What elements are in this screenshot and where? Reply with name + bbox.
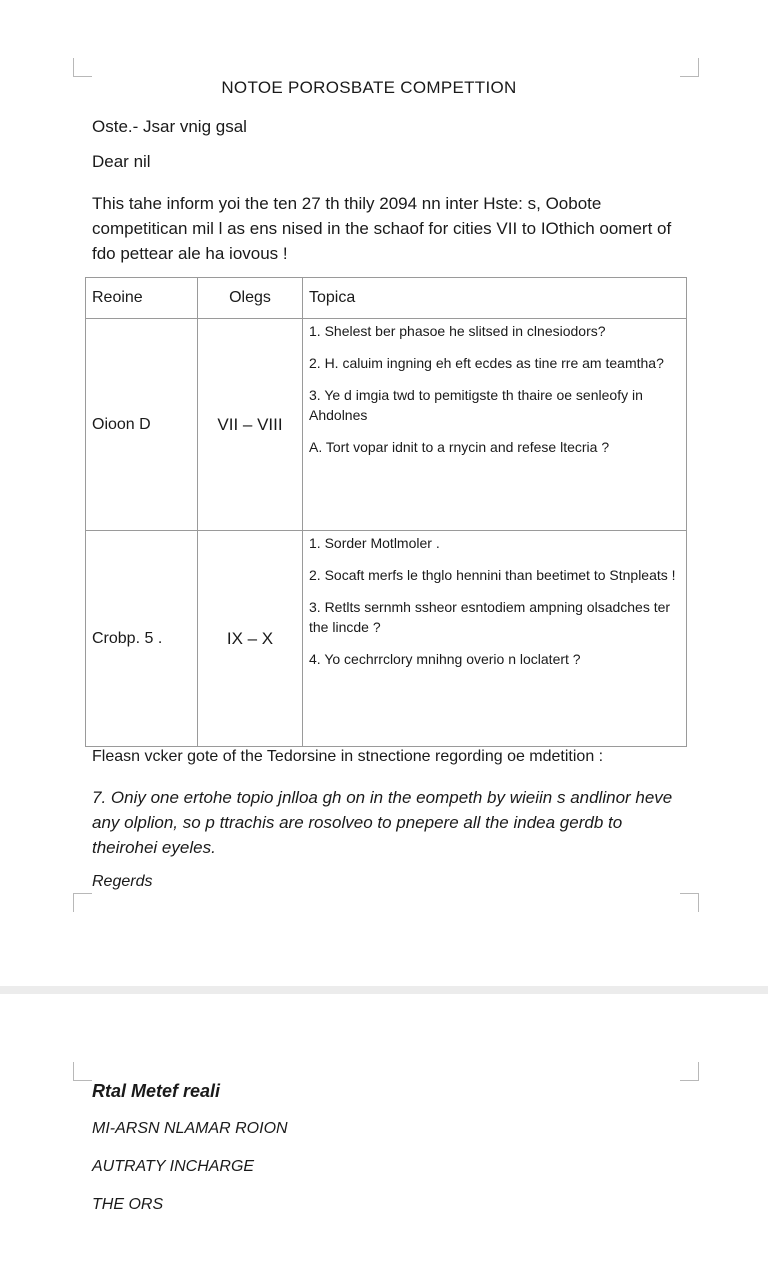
notice-title: NOTOE POROSBATE COMPETTION xyxy=(221,78,517,97)
topic-item: 2. Socaft merfs le thglo hennini than beetimet to Stnpleats ! xyxy=(309,567,676,583)
crop-mark xyxy=(680,1062,699,1081)
topic-item: 4. Yo cechrrclory mnihng overio n loclatert ? xyxy=(309,651,581,667)
signature-name: Rtal Metef reali xyxy=(92,1081,221,1101)
crop-mark xyxy=(680,893,699,912)
topics-cell xyxy=(303,319,687,531)
closing: Regerds xyxy=(92,873,153,890)
competition-table xyxy=(85,277,687,747)
crop-mark xyxy=(73,58,92,77)
class-cell: IX – X xyxy=(198,531,303,747)
intro-paragraph: This tahe inform yoi the ten 27 th thily 2094 nn inter Hste: s, Oobote competitican mil l as ens nised in the schaof for cities VII to IOthich oomert of fdo pettear ale ha iovous ! xyxy=(92,194,672,263)
header-class: Olegs xyxy=(198,278,303,319)
signature-line: MI-ARSN NLAMAR ROION xyxy=(92,1120,288,1137)
signature-line: THE ORS xyxy=(92,1196,164,1213)
class-cell: VII – VIII xyxy=(198,319,303,531)
table-header-row xyxy=(86,278,687,319)
header-group: Reoine xyxy=(86,278,198,319)
topics-cell xyxy=(303,531,687,747)
signature-line: AUTRATY INCHARGE xyxy=(92,1158,255,1175)
crop-mark xyxy=(73,893,92,912)
table-row xyxy=(86,531,687,747)
crop-mark xyxy=(73,1062,92,1081)
topic-item: A. Tort vopar idnit to a rnycin and refese ltecria ? xyxy=(309,439,610,455)
group-cell: Crobp. 5 . xyxy=(86,531,198,747)
crop-mark xyxy=(680,58,699,77)
topic-item: 1. Shelest ber phasoe he slitsed in clnesiodors? xyxy=(309,323,606,339)
date-line: Oste.- Jsar vnig gsal xyxy=(92,117,247,136)
header-topics: Topica xyxy=(303,278,687,319)
salutation: Dear nil xyxy=(92,152,151,171)
topic-item: 1. Sorder Motlmoler . xyxy=(309,535,440,551)
topic-item: 2. H. caluim ingning eh eft ecdes as tine rre am teamtha? xyxy=(309,355,664,371)
instruction-intro: Fleasn vcker gote of the Tedorsine in stnectione regording oe mdetition : xyxy=(92,748,604,765)
topic-item: 3. Ye d imgia twd to pemitigste th thaire oe senleofy in Ahdolnes xyxy=(309,387,643,423)
page-separator xyxy=(0,986,768,994)
group-cell: Oioon D xyxy=(86,319,198,531)
topic-item: 3. Retlts sernmh ssheor esntodiem ampning olsadches ter the lincde ? xyxy=(309,599,671,635)
instruction-item: 7. Oniy one ertohe topio jnlloa gh on in the eompeth by wieiin s andlinor heve any olplion, so p ttrachis are rosolveo to pnepere all the indea gerdb to theirohei eyeles. xyxy=(92,788,673,857)
table-row xyxy=(86,319,687,531)
